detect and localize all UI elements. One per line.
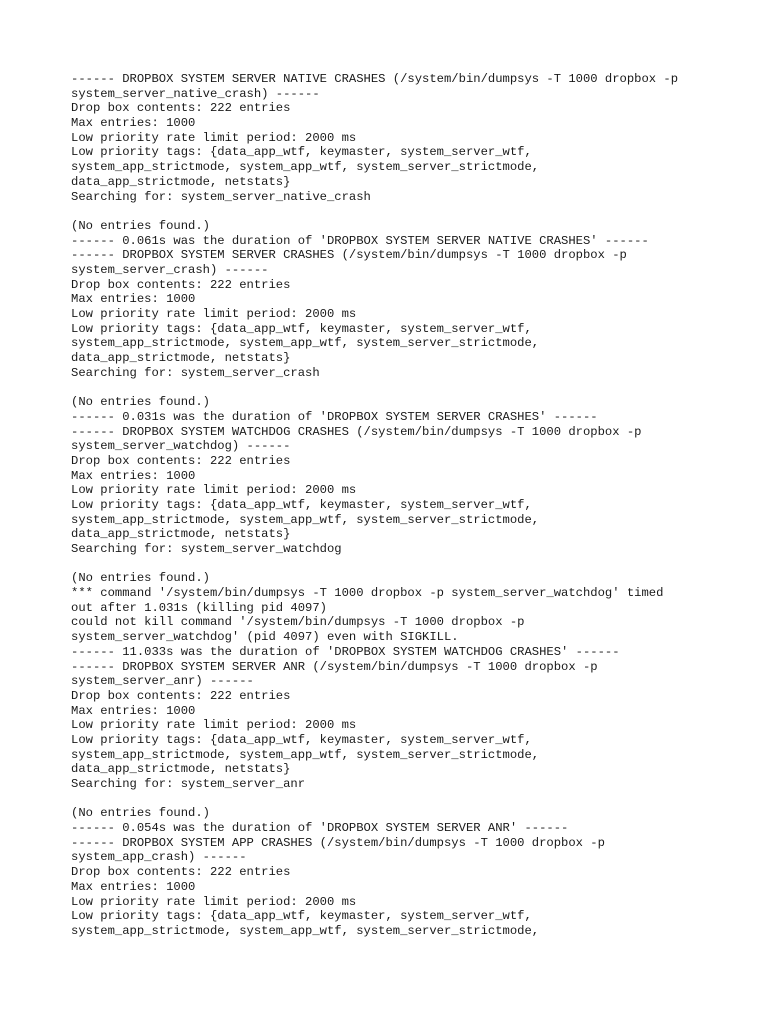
log-line: Max entries: 1000	[71, 116, 196, 131]
log-line: system_app_strictmode, system_app_wtf, system_server_strictmode,	[71, 160, 540, 175]
log-line: system_app_strictmode, system_app_wtf, system_server_strictmode,	[71, 747, 540, 762]
log-line: (No entries found.)	[71, 571, 210, 586]
log-line: Max entries: 1000	[71, 292, 196, 307]
log-line: Drop box contents: 222 entries	[71, 101, 291, 116]
log-line: (No entries found.)	[71, 395, 210, 410]
document-page	[71, 72, 751, 939]
log-line: (No entries found.)	[71, 806, 210, 821]
log-line: ------ DROPBOX SYSTEM SERVER ANR (/system/bin/dumpsys -T 1000 dropbox -p	[71, 659, 598, 674]
log-line: Low priority tags: {data_app_wtf, keymaster, system_server_wtf,	[71, 321, 532, 336]
log-line: system_server_watchdog' (pid 4097) even with SIGKILL.	[71, 630, 459, 645]
log-line: Max entries: 1000	[71, 879, 196, 894]
log-line: ------ DROPBOX SYSTEM APP CRASHES (/system/bin/dumpsys -T 1000 dropbox -p	[71, 835, 605, 850]
log-line: system_app_strictmode, system_app_wtf, system_server_strictmode,	[71, 512, 540, 527]
log-line: ------ 0.031s was the duration of 'DROPBOX SYSTEM SERVER CRASHES' ------	[71, 409, 598, 424]
log-line: Max entries: 1000	[71, 703, 196, 718]
blank-line	[71, 792, 751, 807]
log-line: Low priority rate limit period: 2000 ms	[71, 718, 357, 733]
log-line: Low priority tags: {data_app_wtf, keymaster, system_server_wtf,	[71, 145, 532, 160]
log-line: Low priority rate limit period: 2000 ms	[71, 894, 357, 909]
log-line: data_app_strictmode, netstats}	[71, 174, 291, 189]
log-line: ------ DROPBOX SYSTEM SERVER NATIVE CRASHES (/system/bin/dumpsys -T 1000 dropbox -p	[71, 72, 679, 86]
log-line: ------ DROPBOX SYSTEM WATCHDOG CRASHES (/system/bin/dumpsys -T 1000 dropbox -p	[71, 424, 642, 439]
log-line: system_app_crash) ------	[71, 850, 247, 865]
log-line: Max entries: 1000	[71, 468, 196, 483]
log-line: Low priority rate limit period: 2000 ms	[71, 307, 357, 321]
log-line: Low priority rate limit period: 2000 ms	[71, 483, 357, 498]
log-line: data_app_strictmode, netstats}	[71, 527, 291, 542]
log-line: data_app_strictmode, netstats}	[71, 351, 291, 366]
log-line: Drop box contents: 222 entries	[71, 453, 291, 468]
dumpsys-log-text	[71, 72, 751, 939]
log-line: ------ 11.033s was the duration of 'DROPBOX SYSTEM WATCHDOG CRASHES' ------	[71, 644, 620, 659]
log-line: system_app_strictmode, system_app_wtf, system_server_strictmode,	[71, 923, 540, 938]
log-line: out after 1.031s (killing pid 4097)	[71, 600, 327, 615]
log-line: system_server_anr) ------	[71, 674, 254, 689]
log-line: Low priority rate limit period: 2000 ms	[71, 130, 357, 145]
log-line: system_server_watchdog) ------	[71, 439, 291, 454]
log-line: ------ 0.054s was the duration of 'DROPBOX SYSTEM SERVER ANR' ------	[71, 821, 569, 836]
log-line: Searching for: system_server_native_crash	[71, 189, 371, 204]
log-line: system_app_strictmode, system_app_wtf, system_server_strictmode,	[71, 336, 540, 351]
log-line: data_app_strictmode, netstats}	[71, 762, 291, 777]
log-line: Drop box contents: 222 entries	[71, 688, 291, 703]
log-line: system_server_native_crash) ------	[71, 86, 320, 101]
log-line: Low priority tags: {data_app_wtf, keymaster, system_server_wtf,	[71, 497, 532, 512]
log-line: *** command '/system/bin/dumpsys -T 1000 dropbox -p system_server_watchdog' timed	[71, 586, 664, 601]
log-line: ------ DROPBOX SYSTEM SERVER CRASHES (/system/bin/dumpsys -T 1000 dropbox -p	[71, 248, 627, 263]
log-line: Low priority tags: {data_app_wtf, keymaster, system_server_wtf,	[71, 732, 532, 747]
log-line: ------ 0.061s was the duration of 'DROPBOX SYSTEM SERVER NATIVE CRASHES' ------	[71, 233, 649, 248]
log-line: system_server_crash) ------	[71, 262, 269, 277]
log-line: (No entries found.)	[71, 218, 210, 233]
log-line: Low priority tags: {data_app_wtf, keymaster, system_server_wtf,	[71, 909, 532, 924]
log-line: Searching for: system_server_watchdog	[71, 542, 342, 556]
log-line: Searching for: system_server_crash	[71, 365, 320, 380]
log-line: Searching for: system_server_anr	[71, 777, 306, 791]
blank-line	[71, 557, 751, 572]
log-line: Drop box contents: 222 entries	[71, 865, 291, 880]
log-line: Drop box contents: 222 entries	[71, 277, 291, 292]
log-line: could not kill command '/system/bin/dumpsys -T 1000 dropbox -p	[71, 615, 525, 630]
blank-line	[71, 204, 751, 219]
blank-line	[71, 380, 751, 395]
